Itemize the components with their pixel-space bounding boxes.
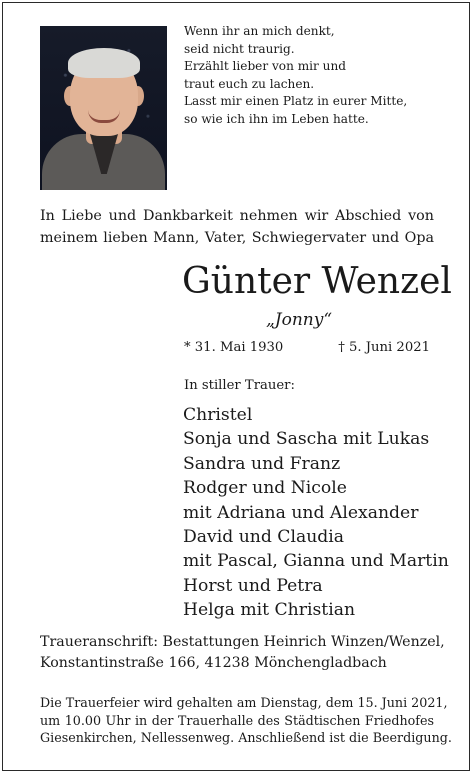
farewell-intro [40, 206, 434, 249]
address-line: Konstantinstraße 166, 41238 Mönchengladbach [40, 655, 387, 671]
address-line: Traueranschrift: Bestattungen Heinrich Winzen/Wenzel, [40, 634, 445, 650]
poem-line: traut euch zu lachen. [184, 76, 315, 91]
poem-line: Erzählt lieber von mir und [184, 59, 346, 74]
intro-line: meinem lieben Mann, Vater, Schwiegervater und Opa [40, 229, 434, 246]
mourner-entry: mit Adriana und Alexander [183, 502, 419, 523]
birth-date: * 31. Mai 1930 [184, 340, 284, 355]
intro-line: In Liebe und Dankbarkeit nehmen wir Abschied von [40, 208, 434, 224]
mourners-list [183, 403, 449, 623]
mourning-address [40, 632, 445, 674]
deceased-nickname: „Jonny“ [265, 310, 333, 330]
mourner-entry: mit Pascal, Gianna und Martin [183, 551, 449, 572]
poem-line: so wie ich ihn im Leben hatte. [184, 111, 369, 126]
funeral-line: Giesenkirchen, Nellessenweg. Anschließend ist die Beerdigung. [40, 730, 452, 746]
funeral-notice [40, 694, 452, 747]
death-date: † 5. Juni 2021 [338, 340, 430, 355]
deceased-name: Günter Wenzel [182, 261, 452, 302]
mourner-entry: Horst und Petra [183, 575, 323, 596]
mourner-entry: Rodger und Nicole [183, 478, 347, 499]
mourner-entry: Christel [183, 405, 253, 425]
mourner-entry: Helga mit Christian [183, 600, 356, 621]
mourner-entry: Sandra und Franz [183, 453, 341, 474]
poem-line: seid nicht traurig. [184, 41, 295, 56]
funeral-line: um 10.00 Uhr in der Trauerhalle des Städtischen Friedhofes [40, 712, 434, 728]
mourner-entry: David und Claudia [183, 527, 345, 548]
poem-line: Wenn ihr an mich denkt, [184, 24, 335, 38]
portrait-photo [40, 26, 167, 190]
poem [184, 23, 407, 129]
funeral-line: Die Trauerfeier wird gehalten am Dienstag, dem 15. Juni 2021, [40, 695, 448, 710]
poem-line: Lasst mir einen Platz in eurer Mitte, [184, 94, 408, 109]
mourner-entry: Sonja und Sascha mit Lukas [183, 429, 430, 450]
mourning-heading: In stiller Trauer: [184, 378, 295, 393]
